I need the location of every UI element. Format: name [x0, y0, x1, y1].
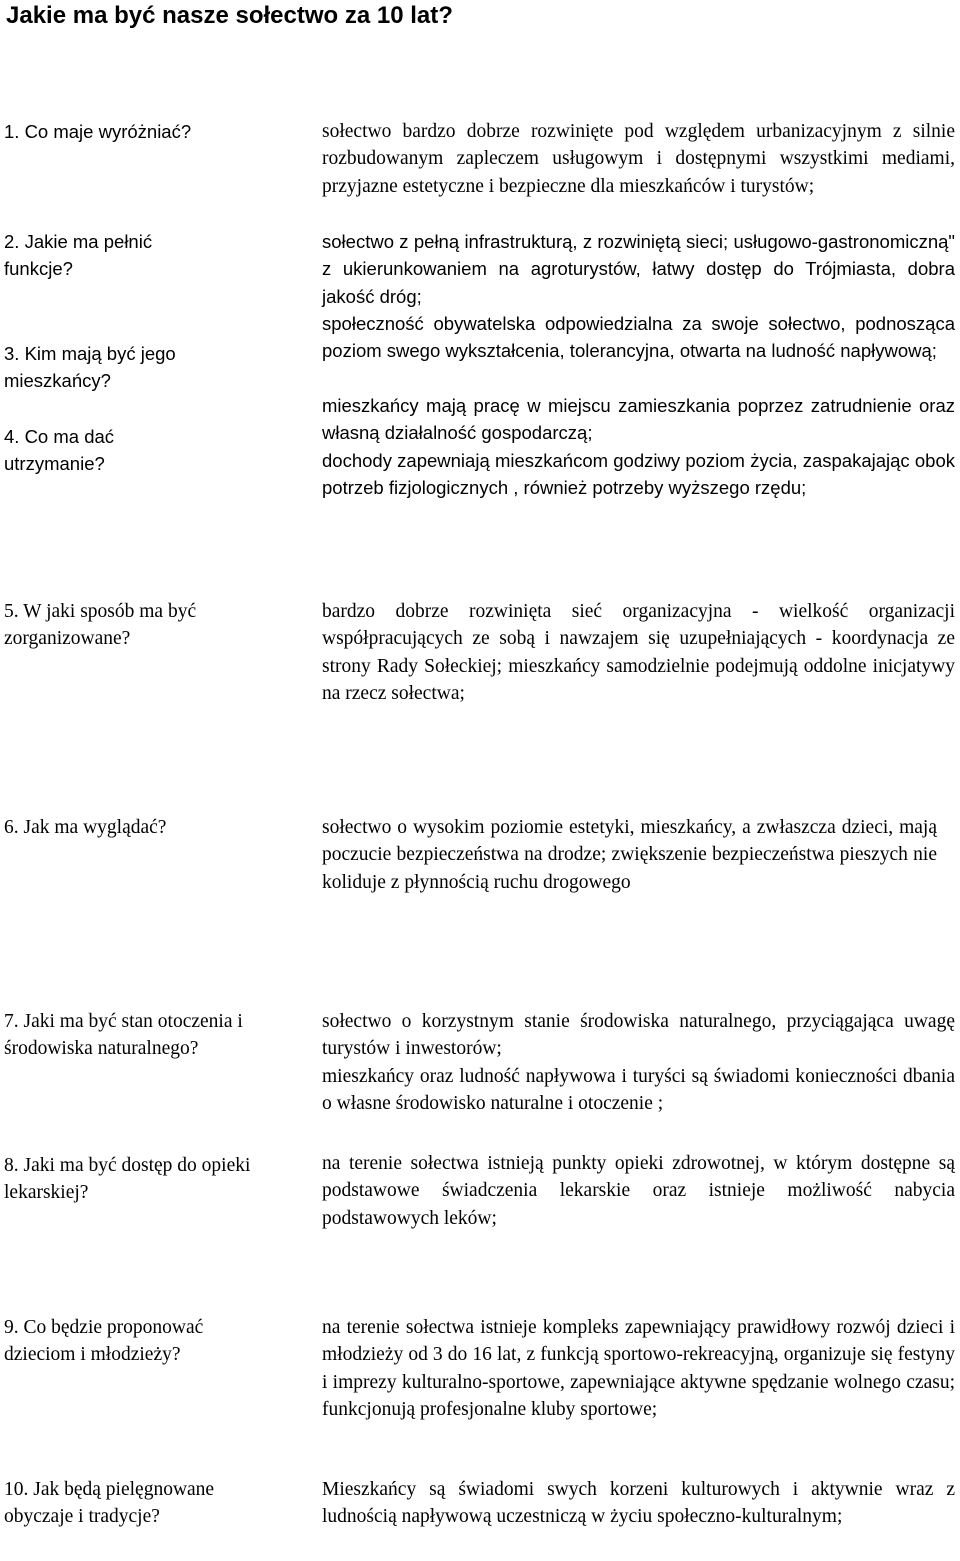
question-2: 2. Jakie ma pełnić funkcje?: [4, 231, 153, 280]
answer-6: sołectwo o wysokim poziomie estetyki, mieszkańcy, a zwłaszcza dzieci, mają poczucie bezpieczeństwa na drodze; zwiększenie bezpieczeństwa pieszych nie koliduje z płynnością ruchu drogowego: [322, 817, 937, 893]
question-7: 7. Jaki ma być stan otoczenia i środowiska naturalnego?: [4, 1011, 243, 1060]
question-5: 5. W jaki sposób ma być zorganizowane?: [4, 601, 197, 650]
question-6: 6. Jak ma wyglądać?: [4, 817, 167, 838]
question-4: 4. Co ma dać utrzymanie?: [4, 426, 115, 475]
question-1: 1. Co maje wyróżniać?: [4, 121, 192, 142]
answer-9: na terenie sołectwa istnieje kompleks zapewniający prawidłowy rozwój dzieci i młodzieży od 3 do 16 lat, z funkcją sportowo-rekreacyjną, organizuje się festyny i imprezy kulturalno-sportowe, zapewniające aktywne spędzanie wolnego czasu; funkcjonują profesjonalne kluby sportowe;: [322, 1317, 955, 1420]
answer-2: sołectwo z pełną infrastrukturą, z rozwiniętą sieci; usługowo-gastronomiczną" z ukierunkowaniem na agroturystów, łatwy dostęp do Trójmiasta, dobra jakość dróg;: [322, 231, 955, 307]
answer-5: bardzo dobrze rozwinięta sieć organizacyjna - wielkość organizacji współpracujących ze sobą i nawzajem się uzupełniających - koordynacja ze strony Rady Sołeckiej; mieszkańcy samodzielnie podejmują oddolne inicjatywy na rzecz sołectwa;: [322, 601, 955, 704]
answer-4b: dochody zapewniają mieszkańcom godziwy poziom życia, zaspakajając obok potrzeb fizjologicznych , również potrzeby wyższego rzędu;: [322, 450, 955, 499]
question-9: 9. Co będzie proponować dzieciom i młodzieży?: [4, 1317, 204, 1366]
question-8: 8. Jaki ma być dostęp do opieki lekarskiej?: [4, 1155, 251, 1204]
question-10: 10. Jak będą pielęgnowane obyczaje i tradycje?: [4, 1479, 215, 1528]
answer-7b: mieszkańcy oraz ludność napływowa i turyści są świadomi konieczności dbania o własne środowisko naturalne i otoczenie ;: [322, 1066, 955, 1115]
answer-3: społeczność obywatelska odpowiedzialna za swoje sołectwo, podnosząca poziom swego wykształcenia, tolerancyjna, otwarta na ludność napływową;: [322, 313, 955, 362]
page-title: Jakie ma być nasze sołectwo za 10 lat?: [6, 2, 453, 29]
answer-4a: mieszkańcy mają pracę w miejscu zamieszkania poprzez zatrudnienie oraz własną działalność gospodarczą;: [322, 395, 955, 444]
answer-10: Mieszkańcy są świadomi swych korzeni kulturowych i aktywnie wraz z ludnością napływową uczestniczą w życiu społeczno-kulturalnym;: [322, 1479, 955, 1528]
question-3: 3. Kim mają być jego mieszkańcy?: [4, 343, 176, 392]
answer-7a: sołectwo o korzystnym stanie środowiska naturalnego, przyciągająca uwagę turystów i inwestorów;: [322, 1011, 955, 1060]
answer-1: sołectwo bardzo dobrze rozwinięte pod względem urbanizacyjnym z silnie rozbudowanym zapleczem usługowym i dostępnymi wszystkimi mediami, przyjazne estetyczne i bezpieczne dla mieszkańców i turystów;: [322, 121, 955, 197]
answer-8: na terenie sołectwa istnieją punkty opieki zdrowotnej, w którym dostępne są podstawowe świadczenia lekarskie oraz istnieje możliwość nabycia podstawowych leków;: [322, 1153, 955, 1229]
